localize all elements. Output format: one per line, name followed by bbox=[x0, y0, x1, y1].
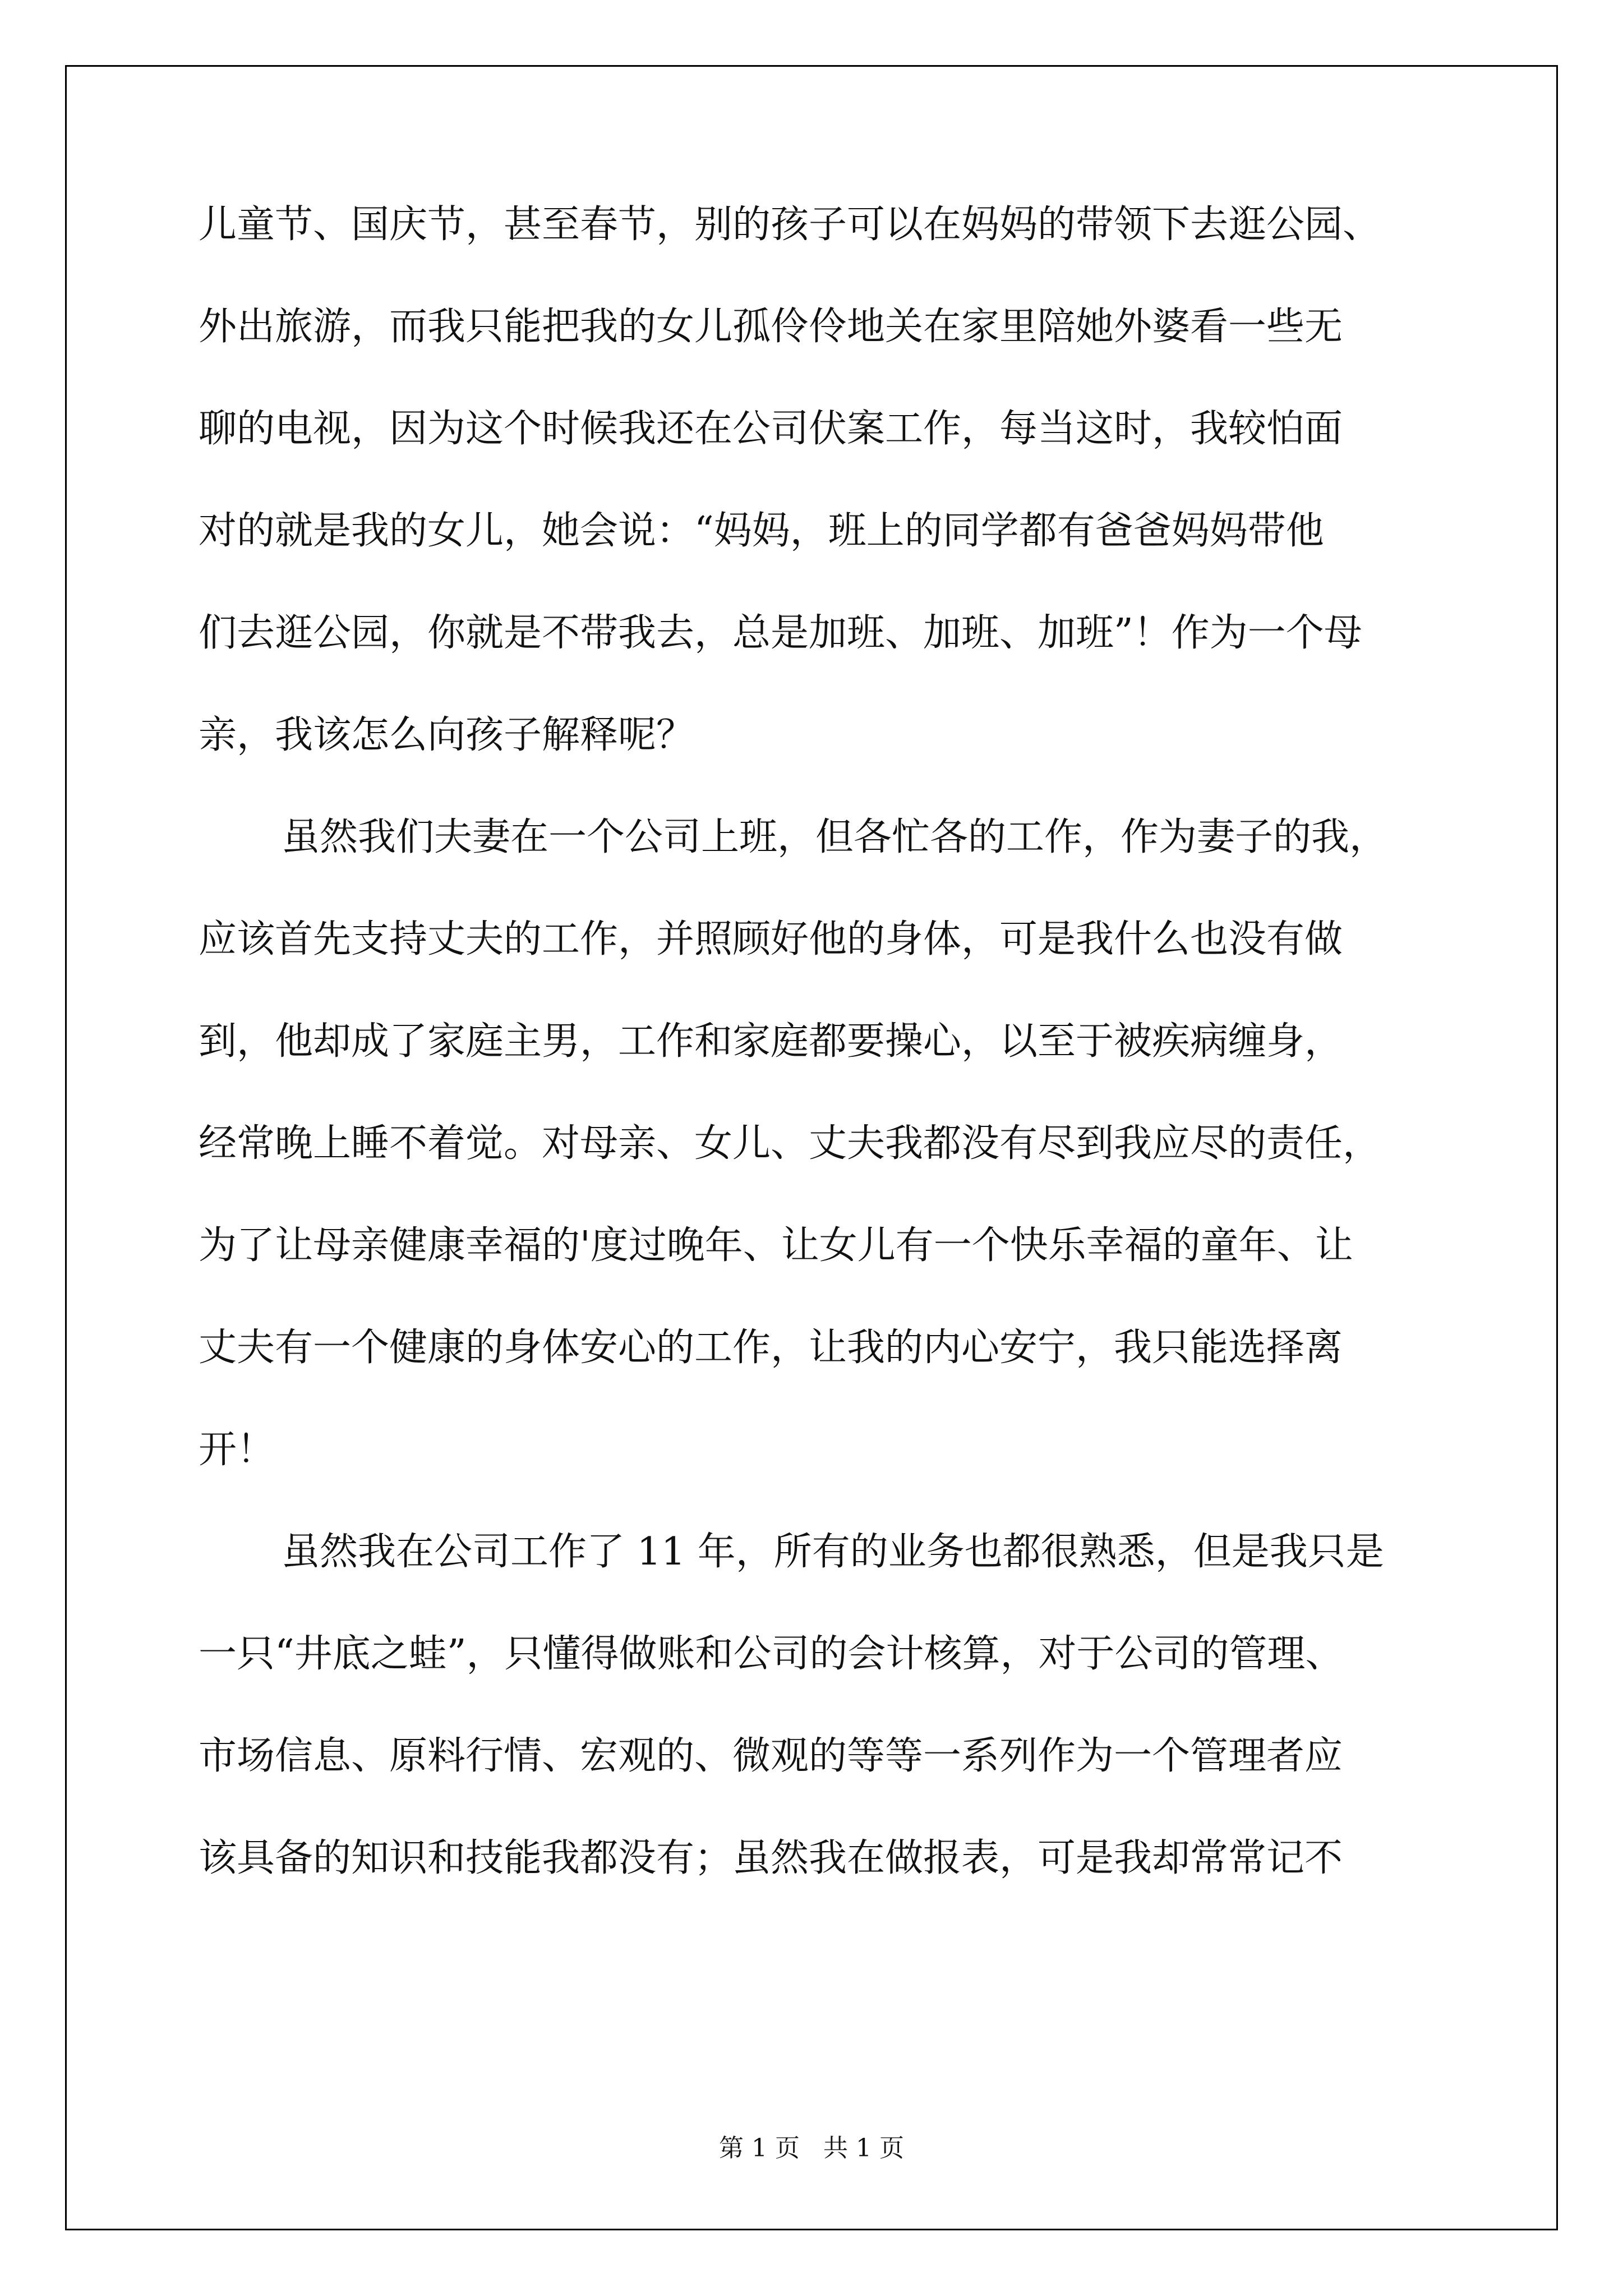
text-line: 经常晚上睡不着觉。对母亲、女儿、丈夫我都没有尽到我应尽的责任， bbox=[199, 1121, 1381, 1166]
text-line: 聊的电视，因为这个时候我还在公司伏案工作，每当这时，我较怕面 bbox=[199, 407, 1343, 451]
text-line: 为了让母亲健康幸福的'度过晚年、让女儿有一个快乐幸福的童年、让 bbox=[199, 1223, 1353, 1268]
page-footer bbox=[0, 2128, 1623, 2164]
text-line: 到，他却成了家庭主男，工作和家庭都要操心，以至于被疾病缠身， bbox=[199, 1019, 1343, 1064]
text-line: 虽然我在公司工作了 11 年，所有的业务也都很熟悉，但是我只是 bbox=[282, 1530, 1384, 1574]
text-line: 一只“井底之蛙”，只懂得做账和公司的会计核算，对于公司的管理、 bbox=[199, 1632, 1344, 1676]
text-line: 该具备的知识和技能我都没有；虽然我在做报表，可是我却常常记不 bbox=[199, 1836, 1343, 1880]
text-line: 儿童节、国庆节，甚至春节，别的孩子可以在妈妈的带领下去逛公园、 bbox=[199, 203, 1381, 247]
text-line: 开！ bbox=[199, 1428, 275, 1472]
text-line: 丈夫有一个健康的身体安心的工作，让我的内心安宁，我只能选择离 bbox=[199, 1326, 1343, 1370]
page-number: 第 1 页 bbox=[719, 2134, 800, 2162]
page-total: 共 1 页 bbox=[823, 2134, 904, 2162]
text-line: 外出旅游，而我只能把我的女儿孤伶伶地关在家里陪她外婆看一些无 bbox=[199, 305, 1343, 349]
text-line: 们去逛公园，你就是不带我去，总是加班、加班、加班”！作为一个母 bbox=[199, 611, 1362, 655]
document-body bbox=[199, 174, 1477, 1910]
text-line: 市场信息、原料行情、宏观的、微观的等等一系列作为一个管理者应 bbox=[199, 1734, 1343, 1778]
text-line: 对的就是我的女儿，她会说：“妈妈，班上的同学都有爸爸妈妈带他 bbox=[199, 509, 1324, 553]
text-line: 虽然我们夫妻在一个公司上班，但各忙各的工作，作为妻子的我， bbox=[282, 815, 1388, 859]
text-line: 应该首先支持丈夫的工作，并照顾好他的身体，可是我什么也没有做 bbox=[199, 917, 1343, 961]
text-line: 亲，我该怎么向孩子解释呢？ bbox=[199, 713, 695, 757]
